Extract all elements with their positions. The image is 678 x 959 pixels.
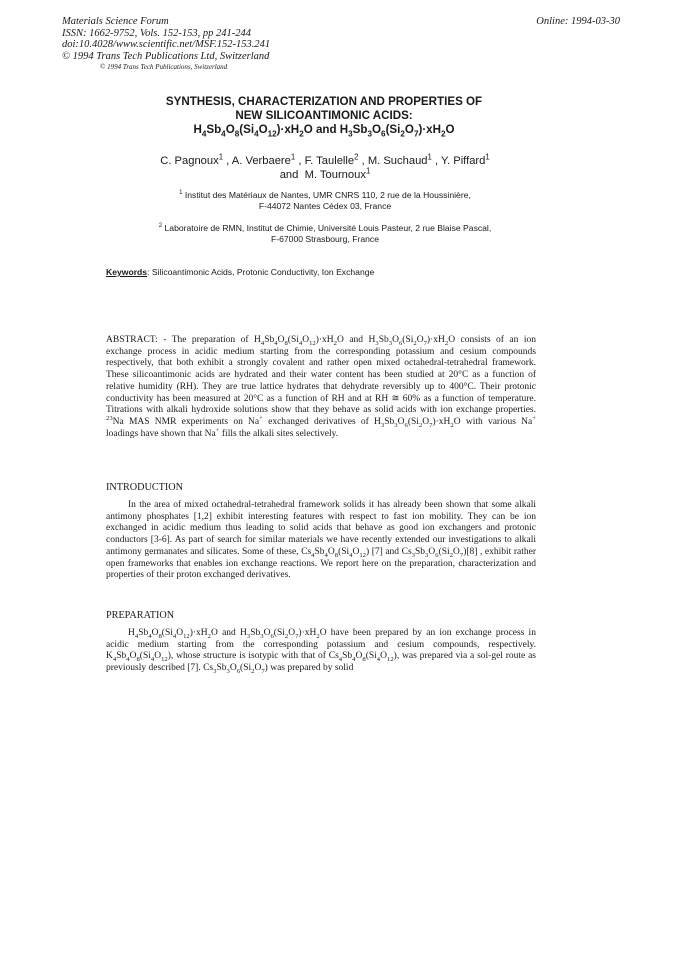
paper-title <box>90 95 558 137</box>
abstract-text: Na MAS NMR experiments on Na <box>112 416 260 427</box>
abstract-text: with various Na <box>465 416 533 427</box>
section-heading-preparation: PREPARATION <box>106 610 175 621</box>
abstract-text: exchanged derivatives of <box>268 416 369 427</box>
preparation-text: was prepared by solid <box>270 663 354 674</box>
doi-line: doi:10.4028/www.scientific.net/MSF.152-153.241 <box>62 39 271 51</box>
introduction-paragraph: In the area of mixed octahedral-tetrahedral framework solids it has already been shown that some alkali antimony phosphates [1,2] exhibit interesting features with respect to fast ion mobility. They can be ion exchanged in acidic medium thus leading to solid acids that behave as good ion exchangers and protonic conductors [3-6]. As part of search for similar materials we have recently extended our investigations to alkali antimony germanates and silicates. Some of these, $Cs_4Sb_4O_8(Si_4O_{12})$ [7] and $Cs_3Sb_3O_6(Si_2O_7)[8]$ , exhibit rather open frameworks that enables ion exchange reactions. We report here on the preparation, characterization and properties of their proton exchanged derivatives. <box>106 500 536 581</box>
abstract-text: consists of an ion exchange process in acidic medium starting from the corresponding potassium and cesium compounds respectively, that both exhibit a strongly covalent and rather open mixed octahedral-tetrahedral framework. These silicoantimonic acids are hydrated and their water content has been studied at 20°C as a function of relative humidity (RH). They are true lattice hydrates that dehydrate reversibly up to 400°C. Their protonic conductivity has been measured at 20°C as a function of RH and at RH ≅ 60% as a function of temperature. Titrations with alkali hydroxide solutions show that they behave as solid acids with ion exchange properties. <box>106 335 536 416</box>
abstract-text: loadings have shown that Na <box>106 428 216 439</box>
copyright-line: © 1994 Trans Tech Publications Ltd, Switzerland <box>62 50 270 62</box>
keywords: Keywords: Silicoantimonic Acids, Protonic Conductivity, Ion Exchange <box>106 267 375 277</box>
keywords-label: Keywords <box>106 267 148 277</box>
author-list: C. Pagnoux$^1$ , A. Verbaere$^1$ , F. Taulelle$^2$ , M. Suchaud$^1$ , Y. Piffard$^1$ and M. Tournoux$^1$ <box>160 152 490 181</box>
author-name: A. Verbaere <box>231 155 291 167</box>
title-line-3: $H_4Sb_4O_8(Si_4O_{12})\cdot xH_2O$ and $H_3Sb_3O_6(Si_2O_7)\cdot xH_2O$ <box>193 123 455 139</box>
affiliation-text: F-44072 Nantes Cédex 03, France <box>258 201 392 211</box>
introduction-text: [8] , exhibit rather open frameworks that enables ion exchange reactions. We report here on the preparation, characterization and properties of their proton exchanged derivatives. <box>106 546 536 581</box>
preparation-paragraph: $H_4Sb_4O_8(Si_4O_{12})\cdot xH_2O$ and $H_3Sb_3O_6(Si_2O_7)\cdot xH_2O$ have been prepared by an ion exchange process in acidic medium starting from the corresponding potassium and cesium compounds, respectively. $K_4Sb_4O_8(Si_4O_{12})$, whose structure is isotypic with that of $Cs_4Sb_4O_8(Si_4O_{12})$, was prepared via a sol-gel route as previously described [7]. $Cs_3Sb_3O_6(Si_2O_7)$ was prepared by solid <box>106 628 536 675</box>
preparation-text: , was prepared via a sol-gel route as previously described [7]. <box>106 651 536 674</box>
abstract: ABSTRACT: - The preparation of $H_4Sb_4O_8(Si_4O_{12})\cdot xH_2O$ and $H_3Sb_3O_6(Si_2O_7)\cdot xH_2O$ consists of an ion exchange process in acidic medium starting from the corresponding potassium and cesium compounds respectively, that both exhibit a strongly covalent and rather open mixed octahedral-tetrahedral framework. These silicoantimonic acids are hydrated and their water content has been studied at 20°C as a function of relative humidity (RH). They are true lattice hydrates that dehydrate reversibly up to 400°C. Their protonic conductivity has been measured at 20°C as a function of RH and at RH ≅ 60% as a function of temperature. Titrations with alkali hydroxide solutions show that they behave as solid acids with ion exchange properties. $^{23}$Na MAS NMR experiments on Na+ exchanged derivatives of $H_3Sb_3O_6(Si_2O_7)\cdot xH_2O$ with various Na+ loadings have shown that Na+ fills the alkali sites selectively. <box>106 335 536 439</box>
section-heading-introduction: INTRODUCTION <box>106 482 183 493</box>
abstract-text: fills the alkali sites selectively. <box>221 428 339 439</box>
preparation-text: have been prepared by an ion exchange process in acidic medium starting from the corresponding potassium and cesium compounds, respectively. <box>106 628 536 650</box>
abstract-label: ABSTRACT: - The preparation of <box>106 335 249 345</box>
preparation-text: , whose structure is isotypic with that of <box>170 651 326 662</box>
citation-header <box>62 16 270 73</box>
affiliation-text: Institut des Matériaux de Nantes, UMR CNRS 110, 2 rue de la Houssinière, <box>184 190 471 200</box>
introduction-text: In the area of mixed octahedral-tetrahedral framework solids it has already been shown that some alkali antimony phosphates [1,2] exhibit interesting features with respect to fast ion mobility. They can be ion exchanged in acidic medium thus leading to solid acids that behave as good ion exchangers and protonic conductors [3-6]. As part of search for similar materials we have recently extended our investigations to alkali antimony germanates and silicates. Some of these, <box>106 500 536 557</box>
author-name: M. Tournoux <box>304 169 366 181</box>
copyright-small: © 1994 Trans Tech Publications, Switzerland <box>100 63 228 72</box>
affiliation-text: F-67000 Strasbourg, France <box>271 234 379 244</box>
affiliation-2: $^2$ Laboratoire de RMN, Institut de Chimie, Université Louis Pasteur, 2 rue Blaise Pascal, F-67000 Strasbourg, France <box>105 223 545 245</box>
title-line-1: SYNTHESIS, CHARACTERIZATION AND PROPERTIES OF <box>165 95 483 108</box>
affiliation-text: Laboratoire de RMN, Institut de Chimie, Université Louis Pasteur, 2 rue Blaise Pascal, <box>164 223 492 233</box>
journal-name: Materials Science Forum <box>62 16 169 27</box>
author-conjunction: and <box>279 169 299 181</box>
author-name: M. Suchaud <box>367 155 428 167</box>
affiliation-1: $^1$ Institut des Matériaux de Nantes, UMR CNRS 110, 2 rue de la Houssinière, F-44072 Nantes Cédex 03, France <box>105 190 545 212</box>
keywords-text: Silicoantimonic Acids, Protonic Conductivity, Ion Exchange <box>151 267 375 277</box>
author-name: F. Taulelle <box>304 155 355 167</box>
online-date: Online: 1994-03-30 <box>536 16 620 27</box>
preparation-text: and <box>222 628 236 638</box>
author-name: C. Pagnoux <box>160 155 219 167</box>
title-line-2: NEW SILICOANTIMONIC ACIDS: <box>235 109 413 122</box>
abstract-text: and <box>349 335 364 345</box>
introduction-text: [7] and <box>371 546 400 557</box>
issn-line: ISSN: 1662-9752, Vols. 152-153, pp 241-244 <box>62 27 251 39</box>
author-name: Y. Piffard <box>441 155 486 167</box>
